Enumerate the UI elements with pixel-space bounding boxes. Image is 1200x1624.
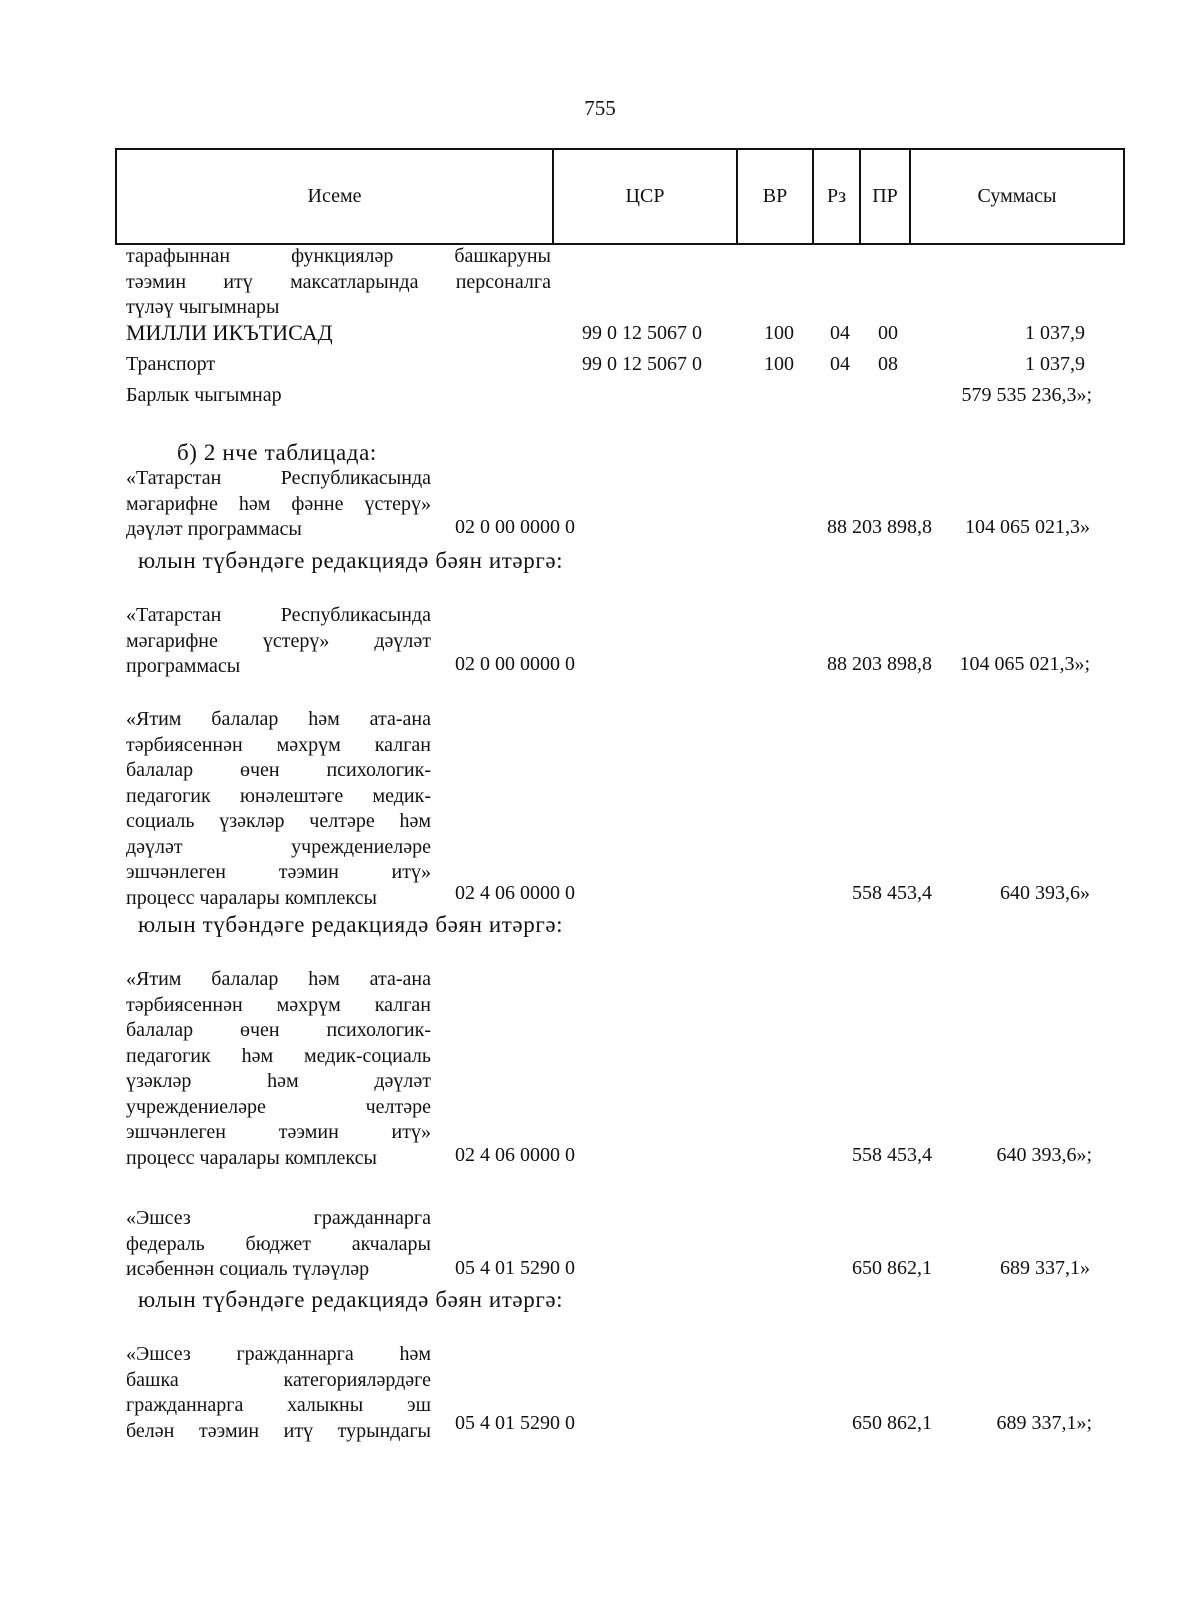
entry-csr: 02 4 06 0000 0 xyxy=(455,882,575,904)
entry-name xyxy=(126,707,431,911)
text-line: гражданнарга халыкны эш xyxy=(126,1394,431,1416)
row-pr: 00 xyxy=(878,322,898,344)
text-line: тәрбиясеннән мәхрүм калган xyxy=(126,733,431,756)
total-sum: 579 535 236,3»; xyxy=(961,384,1092,406)
text-line: түләү чыгымнары xyxy=(126,296,280,318)
text-line: педагогик юнәлештәге медик- xyxy=(126,784,431,807)
replace-phrase: юлын түбәндәге редакциядә бәян итәргә: xyxy=(138,912,564,937)
text-line: эшчәнлеген тәэмин итү» xyxy=(126,1121,431,1143)
entry-csr: 05 4 01 5290 0 xyxy=(455,1257,575,1279)
total-label: Барлык чыгымнар xyxy=(126,384,282,406)
replace-phrase: юлын түбәндәге редакциядә бәян итәргә: xyxy=(138,548,564,573)
text-line: белән тәэмин итү турындагы xyxy=(126,1419,431,1442)
text-line: федераль бюджет акчалары xyxy=(126,1232,431,1255)
text-line: учреждениеләре челтәре xyxy=(126,1095,431,1118)
row-rz: 04 xyxy=(830,322,850,344)
entry-name xyxy=(126,1342,431,1444)
text-line: процесс чаралары комплексы xyxy=(126,1146,377,1169)
text-line: процесс чаралары комплексы xyxy=(126,886,377,909)
entry-sum2: 689 337,1»; xyxy=(996,1412,1092,1434)
header-csr: ЦСР xyxy=(553,149,737,244)
header-rz: Рз xyxy=(813,149,860,244)
row-name: МИЛЛИ ИКЪТИСАД xyxy=(126,320,333,345)
entry-sum2: 104 065 021,3»; xyxy=(959,653,1090,675)
entry-csr: 02 0 00 0000 0 xyxy=(455,653,575,675)
entry-csr: 02 0 00 0000 0 xyxy=(455,516,575,538)
header-name: Исеме xyxy=(116,149,553,244)
entry-sum2: 640 393,6»; xyxy=(996,1144,1092,1166)
text-line: балалар өчен психологик- xyxy=(126,1019,431,1041)
text-line: «Ятим балалар һәм ата-ана xyxy=(126,968,431,990)
text-line: тәрбиясеннән мәхрүм калган xyxy=(126,993,431,1016)
text-line: тәэмин итү максатларында персоналга xyxy=(126,270,551,293)
text-line: педагогик һәм медик-социаль xyxy=(126,1044,431,1067)
row-vr: 100 xyxy=(764,322,794,344)
entry-name xyxy=(126,466,431,543)
text-line: тарафыннан функцияләр башкаруны xyxy=(126,245,551,267)
header-pr: ПР xyxy=(860,149,910,244)
row-sum: 1 037,9 xyxy=(1025,322,1085,344)
text-line: программасы xyxy=(126,655,241,677)
entry-sum1: 88 203 898,8 xyxy=(827,653,932,675)
row-sum: 1 037,9 xyxy=(1025,353,1085,375)
text-line: башка категорияләрдәге xyxy=(126,1368,431,1391)
text-line: эшчәнлеген тәэмин итү» xyxy=(126,861,431,883)
text-line: балалар өчен психологик- xyxy=(126,759,431,781)
entry-sum1: 558 453,4 xyxy=(852,1144,932,1166)
text-line: исәбеннән социаль түләүләр xyxy=(126,1258,370,1280)
entry-sum1: 88 203 898,8 xyxy=(827,516,932,538)
entry-sum1: 650 862,1 xyxy=(852,1257,932,1279)
header-sum: Суммасы xyxy=(910,149,1124,244)
entry-csr: 02 4 06 0000 0 xyxy=(455,1144,575,1166)
entry-csr: 05 4 01 5290 0 xyxy=(455,1412,575,1434)
entry-sum2: 104 065 021,3» xyxy=(965,516,1090,538)
text-line: «Ятим балалар һәм ата-ана xyxy=(126,708,431,730)
entry-name xyxy=(126,603,431,680)
row-pr: 08 xyxy=(878,353,898,375)
continued-text xyxy=(126,244,551,321)
text-line: «Эшсез гражданнарга һәм xyxy=(126,1343,431,1365)
text-line: мәгарифне үстерү» дәүләт xyxy=(126,629,431,652)
entry-sum1: 650 862,1 xyxy=(852,1412,932,1434)
page-number: 755 xyxy=(584,96,616,120)
text-line: «Татарстан Республикасында xyxy=(126,604,431,626)
text-line: үзәкләр һәм дәүләт xyxy=(126,1070,431,1092)
header-vr: ВР xyxy=(737,149,813,244)
entry-name xyxy=(126,967,431,1171)
row-csr: 99 0 12 5067 0 xyxy=(582,353,702,375)
text-line: дәүләт программасы xyxy=(126,518,302,540)
replace-phrase: юлын түбәндәге редакциядә бәян итәргә: xyxy=(138,1287,564,1312)
entry-sum1: 558 453,4 xyxy=(852,882,932,904)
text-line: мәгарифне һәм фәнне үстерү» xyxy=(126,492,431,515)
row-name: Транспорт xyxy=(126,353,216,375)
table-header xyxy=(115,148,1125,245)
text-line: «Эшсез гражданнарга xyxy=(126,1207,431,1229)
entry-sum2: 640 393,6» xyxy=(1000,882,1090,904)
row-vr: 100 xyxy=(764,353,794,375)
entry-name xyxy=(126,1206,431,1283)
section-heading: б) 2 нче таблицада: xyxy=(177,440,377,465)
text-line: «Татарстан Республикасында xyxy=(126,467,431,489)
row-csr: 99 0 12 5067 0 xyxy=(582,322,702,344)
entry-sum2: 689 337,1» xyxy=(1000,1257,1090,1279)
text-line: социаль үзәкләр челтәре һәм xyxy=(126,810,431,832)
row-rz: 04 xyxy=(830,353,850,375)
text-line: дәүләт учреждениеләре xyxy=(126,835,431,858)
